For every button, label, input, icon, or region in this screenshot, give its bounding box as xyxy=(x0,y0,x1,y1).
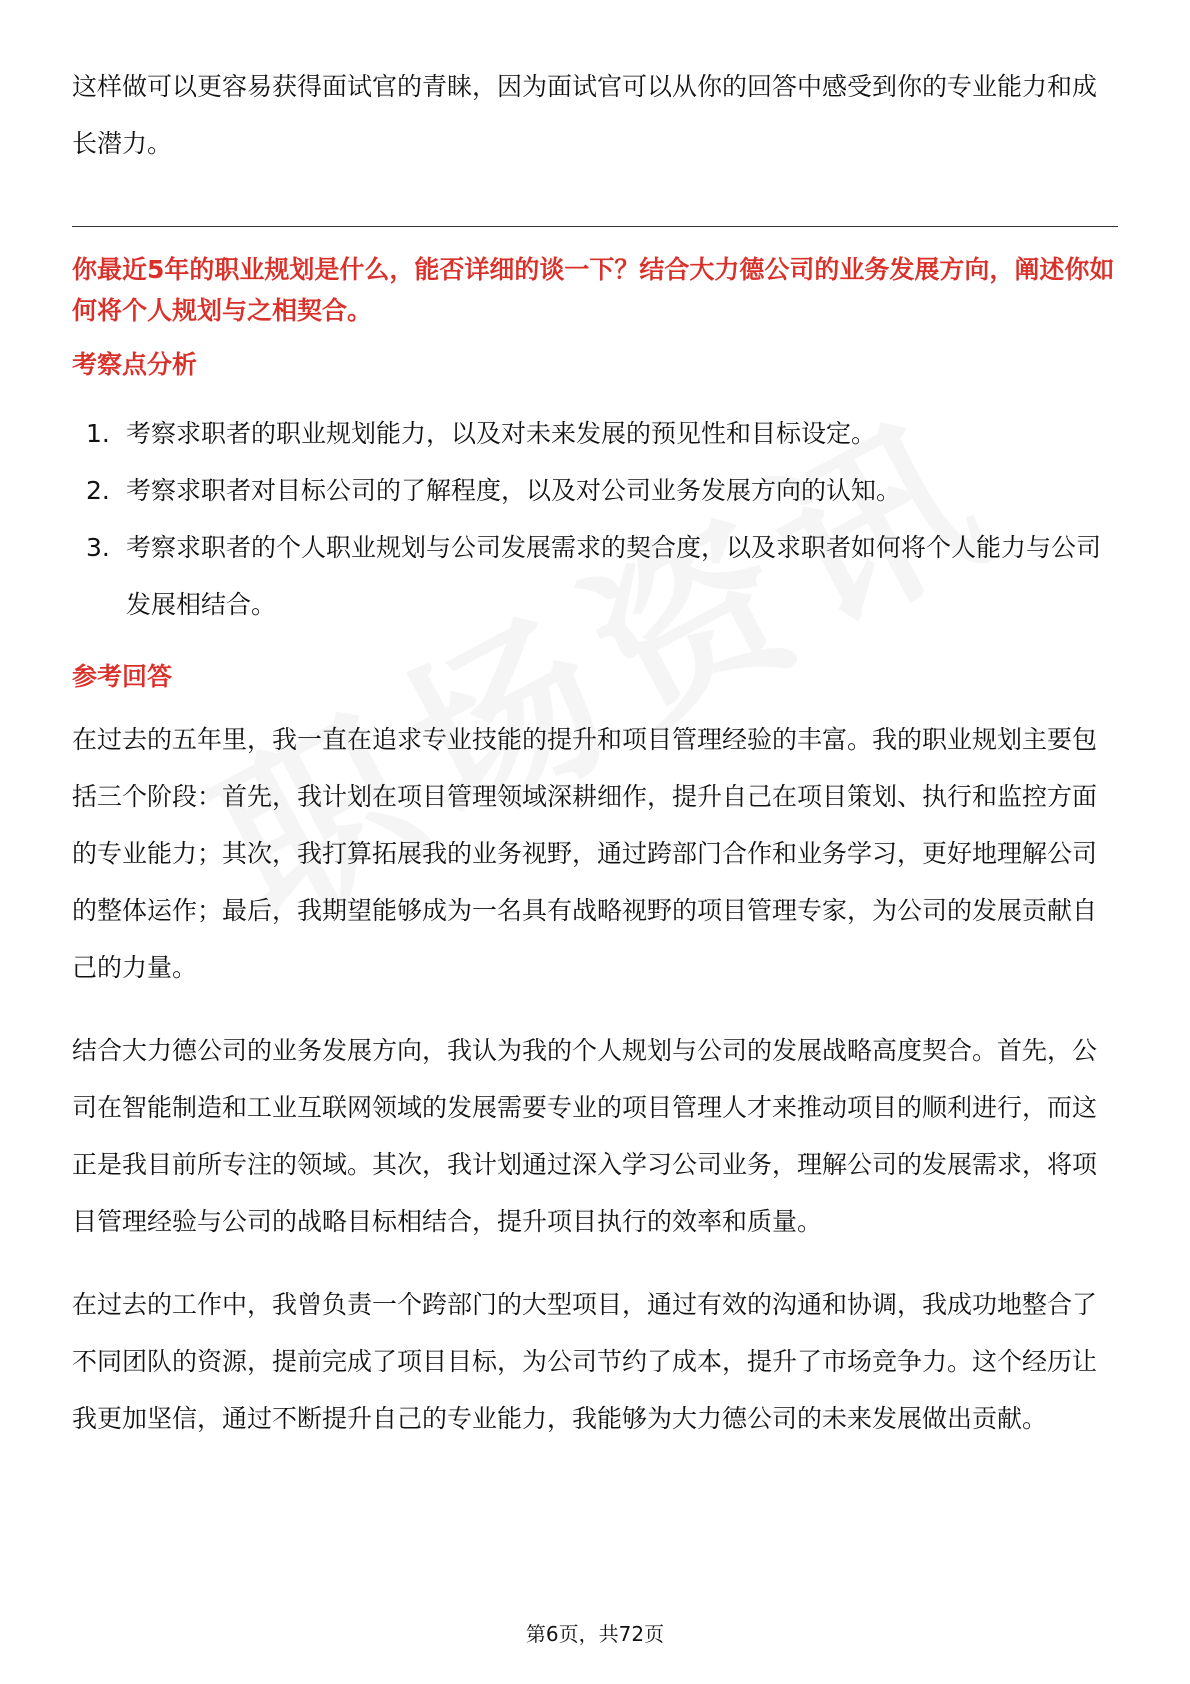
analysis-item-text: 考察求职者的职业规划能力，以及对未来发展的预见性和目标设定。 xyxy=(126,419,877,448)
analysis-heading: 考察点分析 xyxy=(72,350,198,379)
analysis-item xyxy=(72,462,1118,519)
analysis-list xyxy=(72,405,1118,633)
document-body xyxy=(72,58,1118,1447)
interview-question: 你最近5年的职业规划是什么，能否详细的谈一下？结合大力德公司的业务发展方向，阐述你如何将个人规划与之相契合。 xyxy=(72,255,1115,325)
analysis-item-text: 考察求职者的个人职业规划与公司发展需求的契合度，以及求职者如何将个人能力与公司发展相结合。 xyxy=(126,533,1102,619)
analysis-item-text: 考察求职者对目标公司的了解程度，以及对公司业务发展方向的认知。 xyxy=(126,476,902,505)
intro-paragraph: 这样做可以更容易获得面试官的青睐，因为面试官可以从你的回答中感受到你的专业能力和成长潜力。 xyxy=(72,72,1098,158)
analysis-item-number: 3. xyxy=(86,533,110,562)
answer-paragraph: 结合大力德公司的业务发展方向，我认为我的个人规划与公司的发展战略高度契合。首先，公司在智能制造和工业互联网领域的发展需要专业的项目管理人才来推动项目的顺利进行，而这正是我目前所专注的领域。其次，我计划通过深入学习公司业务，理解公司的发展需求，将项目管理经验与公司的战略目标相结合，提升项目执行的效率和质量。 xyxy=(72,1036,1098,1236)
analysis-item-number: 2. xyxy=(86,476,110,505)
analysis-item xyxy=(72,519,1118,633)
answer-paragraph: 在过去的工作中，我曾负责一个跨部门的大型项目，通过有效的沟通和协调，我成功地整合了不同团队的资源，提前完成了项目目标，为公司节约了成本，提升了市场竞争力。这个经历让我更加坚信，通过不断提升自己的专业能力，我能够为大力德公司的未来发展做出贡献。 xyxy=(72,1290,1098,1433)
answer-paragraph: 在过去的五年里，我一直在追求专业技能的提升和项目管理经验的丰富。我的职业规划主要包括三个阶段：首先，我计划在项目管理领域深耕细作，提升自己在项目策划、执行和监控方面的专业能力；其次，我打算拓展我的业务视野，通过跨部门合作和业务学习，更好地理解公司的整体运作；最后，我期望能够成为一名具有战略视野的项目管理专家，为公司的发展贡献自己的力量。 xyxy=(72,725,1098,982)
analysis-item xyxy=(72,405,1118,462)
section-divider xyxy=(72,226,1118,227)
answer-heading: 参考回答 xyxy=(72,662,173,691)
analysis-item-number: 1. xyxy=(86,419,110,448)
page-number: 第6页，共72页 xyxy=(525,1622,665,1646)
